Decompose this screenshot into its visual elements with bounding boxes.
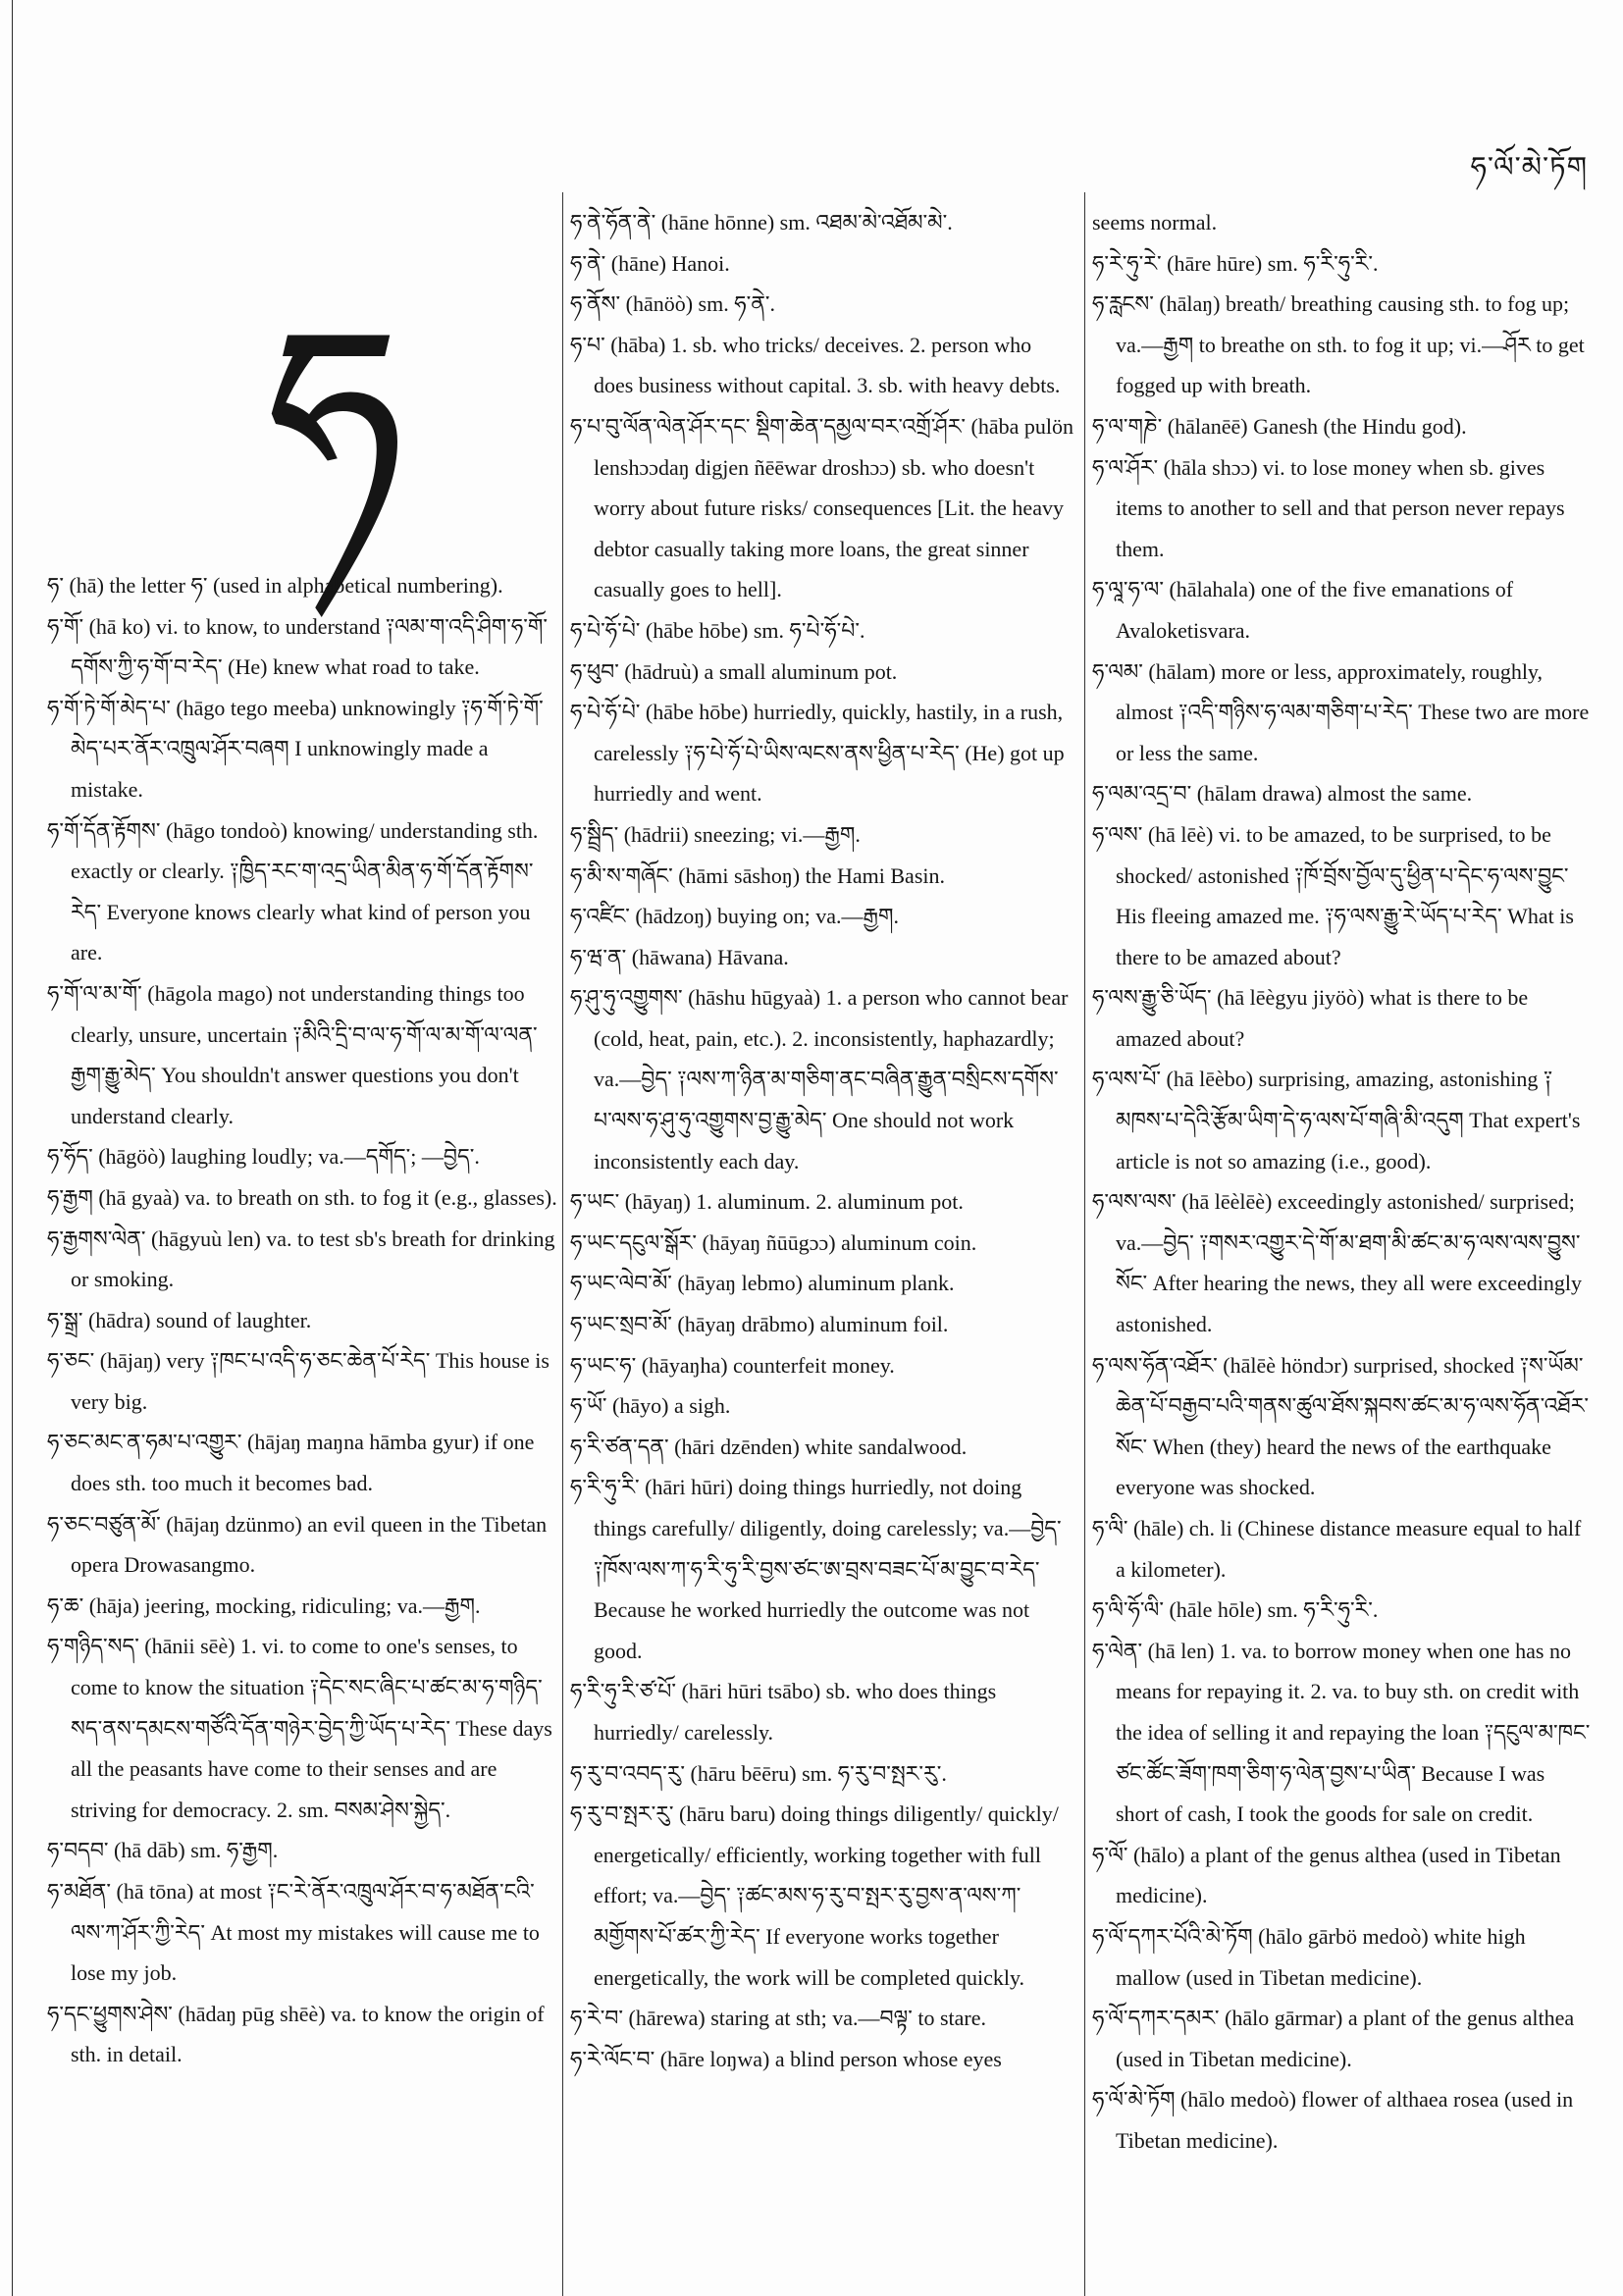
dictionary-entry: ཧ་ལས་ (hā lēè) vi. to be amazed, to be surprised, to be shocked/ astonished ༑ཁོ་བྲོས་བྱོལ་དུ་ཕྱིན་པ་དེང་ཧ་ལས་བྱུང་ His fleeing amazed me. ༑ཧ་ལས་རྒྱུ་རེ་ཡོད་པ་རེད་ What is there to be amazed about? xyxy=(1092,821,1574,969)
dictionary-entry: ཧ་ལས་རྒྱུ་ཅི་ཡོད་ (hā lēègyu jiyöò) what is there to be amazed about? xyxy=(1092,985,1529,1051)
dictionary-entry: ཧ་ཅང་ (hājaŋ) very ༑ཁང་པ་འདི་ཧ་ཅང་ཆེན་པོ་རེད་ This house is very big. xyxy=(47,1348,550,1414)
section-letter: ཧ xyxy=(267,274,405,559)
dictionary-entry: ཧ་པ་བུ་ལོན་ལེན་ཤོར་དང་ སྡིག་ཆེན་དམྱལ་བར་འགྲོ་ཤོར་ (hāba pulön lenshɔɔdaŋ digjen ñēēwar droshɔɔ) sb. who doesn't worry about future risks/ consequences [Lit. the heavy debtor casually taking more loans, the great sinner casually goes to hell]. xyxy=(570,413,1073,602)
dictionary-entry: ཧ་ཕུབ་ (hādruù) a small aluminum pot. xyxy=(570,658,898,684)
column-divider-1 xyxy=(562,192,563,2296)
dictionary-entry: ཧ་ཅང་བཙུན་མོ་ (hājaŋ dzünmo) an evil queen in the Tibetan opera Drowasangmo. xyxy=(47,1511,548,1578)
dictionary-entry: ཧ་ལོ་ (hālo) a plant of the genus althea (used in Tibetan medicine). xyxy=(1092,1842,1561,1908)
dictionary-entry: ཧ་རྒྱགས་ལེན་ (hāgyuù len) va. to test sb's breath for drinking or smoking. xyxy=(47,1226,555,1292)
dictionary-entry: ཧ་ (hā) the letter ཧ་ (used in alphabetical numbering). xyxy=(47,573,503,598)
dictionary-entry: ཧ་རི་ཧུ་རི་ (hāri hūri) doing things hurriedly, not doing things carefully/ diligently, doing carelessly; va.—བྱེད་ ༑ཁོས་ལས་ཀ་ཧ་རི་ཧུ་རི་བྱས་ཙང་ཨ་བྲས་བཟང་པོ་མ་བྱུང་བ་རེད་ Because he worked hurriedly the outcome was not good. xyxy=(570,1475,1062,1663)
dictionary-entry: ཧ་བདབ་ (hā dāb) sm. ཧ་རྒྱག. xyxy=(47,1838,279,1863)
dictionary-entry: ཧ་རི་ཧུ་རི་ཙ་པོ་ (hāri hūri tsābo) sb. who does things hurriedly/ carelessly. xyxy=(570,1679,997,1745)
dictionary-entry: ཧ་ལས་ལས་ (hā lēèlēè) exceedingly astonished/ surprised; va.—བྱེད་ ༑གསར་འགྱུར་དེ་གོ་མ་ཐག་མི་ཚང་མ་ཧ་ལས་ལས་བྱུས་སོང་ After hearing the news, they all were exceedingly astonished. xyxy=(1092,1189,1583,1337)
dictionary-entry: ཧ་ཡོ་ (hāyo) a sigh. xyxy=(570,1393,731,1419)
dictionary-entry: ཧ་པ་ (hāba) 1. sb. who tricks/ deceives. 2. person who does business without capital. 3. sb. with heavy debts. xyxy=(570,332,1061,398)
dictionary-entry: ཧ་ཡང་སྲབ་མོ་ (hāyaŋ drābmo) aluminum foil. xyxy=(570,1312,949,1337)
dictionary-entry: ཧ་འཛིང་ (hādzoŋ) buying on; va.—རྒྱག. xyxy=(570,904,899,929)
column-divider-2 xyxy=(1084,192,1085,2296)
dictionary-entry: ཧ་ཆ་ (hāja) jeering, mocking, ridiculing; va.—རྒྱག. xyxy=(47,1592,481,1618)
dictionary-entry: ཧ་གོ་ (hā ko) vi. to know, to understand ༑ལམ་ག་འདི་ཤིག་ཧ་གོ་དགོས་ཀྱི་ཧ་གོ་བ་རེད་ (He) knew what road to take. xyxy=(47,613,548,680)
dictionary-entry: ཧ་ལམ་ (hālam) more or less, approximately, roughly, almost ༑འདི་གཉིས་ཧ་ལམ་གཅིག་པ་རེད་ These two are more or less the same. xyxy=(1092,658,1590,765)
dictionary-entry: ཧ་ནོས་ (hānöò) sm. ཧ་ནེ་. xyxy=(570,291,775,317)
dictionary-entry: ཧ་ལོ་དཀར་དམར་ (hālo gārmar) a plant of the genus althea (used in Tibetan medicine). xyxy=(1092,2006,1575,2071)
dictionary-entry: ཧ་མི་ས་གཞོང་ (hāmi sāshoŋ) the Hami Basin. xyxy=(570,862,945,888)
dictionary-entry: ཧ་གོ་ཏེ་གོ་མེད་པ་ (hāgo tego meeba) unknowingly ༑ཧ་གོ་ཏེ་གོ་མེད་པར་ནོར་འཁྲུལ་ཤོར་བཞག I unknowingly made a mistake. xyxy=(47,695,544,802)
dictionary-entry: ཧ་ལོ་མེ་ཏོག (hālo medoò) flower of althaea rosea (used in Tibetan medicine). xyxy=(1092,2087,1574,2153)
dictionary-entry: ཧ་གཉིད་སད་ (hānii sēè) 1. vi. to come to one's senses, to come to know the situation ༑དེང་སང་ཞིང་པ་ཚང་མ་ཧ་གཉིད་སད་ནས་དམངས་གཙོའི་དོན་གཉེར་བྱེད་ཀྱི་ཡོད་པ་རེད་ These days all the peasants have come to their senses and are striving for democracy. 2. sm. བསམ་ཤེས་སྐྱེད་. xyxy=(47,1634,552,1822)
dictionary-entry: ཧ་རེ་ཧུ་རེ་ (hāre hūre) sm. ཧ་རི་ཧུ་རི་. xyxy=(1092,250,1379,276)
dictionary-entry: ཧ་ལི་ (hāle) ch. li (Chinese distance measure equal to half a kilometer). xyxy=(1092,1516,1582,1582)
entry-column-middle xyxy=(570,202,1075,2079)
dictionary-entry: ཧ་ཡང་ལེབ་མོ་ (hāyaŋ lebmo) aluminum plank. xyxy=(570,1271,955,1296)
dictionary-entry: ཧ་རླངས་ (hālaŋ) breath/ breathing causing sth. to fog up; va.—རྒྱག to breathe on sth. to fog it up; vi.—ཤོར to get fogged up with breath. xyxy=(1092,291,1585,398)
running-head: ཧ་ལོ་མེ་ཏོག xyxy=(1470,152,1588,183)
dictionary-entry: ཧ་རྒྱག (hā gyaà) va. to breath on sth. to fog it (e.g., glasses). xyxy=(47,1184,557,1210)
dictionary-entry: ཧ་ལས་ཧོན་འཐོར་ (hālēè höndɔr) surprised, shocked ༑ས་ཡོམ་ཆེན་པོ་བརྒྱབ་པའི་གནས་ཚུལ་ཐོས་སྐབས་ཚང་མ་ཧ་ལས་ཧོན་འཐོར་སོང་ When (they) heard the news of the earthquake everyone was shocked. xyxy=(1092,1352,1590,1500)
dictionary-entry: ཧ་རེ་བ་ (hārewa) staring at sth; va.—བལྟ་ to stare. xyxy=(570,2006,987,2031)
dictionary-entry: ཧ་པེ་ཧོ་པེ་ (hābe hōbe) hurriedly, quickly, hastily, in a rush, carelessly ༑ཧ་པེ་ཧོ་པེ་ཡིས་ལངས་ནས་ཕྱིན་པ་རེད་ (He) got up hurriedly and went. xyxy=(570,700,1065,807)
dictionary-entry: ཧ་ལས་པོ་ (hā lēèbo) surprising, amazing, astonishing ༑མཁས་པ་དེའི་རྩོམ་ཡིག་དེ་ཧ་ལས་པོ་གཞི་མི་འདུག That expert's article is not so amazing (i.e., good). xyxy=(1092,1067,1581,1174)
entry-column-right xyxy=(1092,202,1593,2162)
dictionary-entry: ཧ་ཤུ་ཧུ་འགྱུགས་ (hāshu hūgyaà) 1. a person who cannot bear (cold, heat, pain, etc.). 2. inconsistently, haphazardly; va.—བྱེད་ ༑ལས་ཀ་ཉིན་མ་གཅིག་ནང་བཞིན་རྒྱུན་བསྲིངས་དགོས་པ་ལས་ཧ་ཤུ་ཧུ་འགྱུགས་བྱ་རྒྱུ་མེད་ One should not work inconsistently each day. xyxy=(570,985,1069,1174)
dictionary-entry: ཧ་ཡང་ (hāyaŋ) 1. aluminum. 2. aluminum pot. xyxy=(570,1189,964,1215)
dictionary-entry: ཧ་ཡང་དངུལ་སྒོར་ (hāyaŋ ñūūgɔɔ) aluminum coin. xyxy=(570,1229,977,1255)
dictionary-entry: ཧ་ལི་ཧོ་ལི་ (hāle hōle) sm. ཧ་རི་ཧུ་རི་. xyxy=(1092,1597,1379,1623)
dictionary-entry: ཧ་ལེན་ (hā len) 1. va. to borrow money when one has no means for repaying it. 2. va. to buy sth. on credit with the idea of selling it and repaying the loan ༑དངུལ་མ་ཁང་ཙང་ཚོང་ཟོག་ཁག་ཅིག་ཧ་ལེན་བྱས་པ་ཡིན་ Because I was short of cash, I took the goods for sale on credit. xyxy=(1092,1638,1591,1827)
dictionary-entry: ཧ་མཐོན་ (hā tōna) at most ༑ང་རེ་ནོར་འཁྲུལ་ཤོར་བ་ཧ་མཐོན་ངའི་ལས་ཀ་ཤོར་ཀྱི་རེད་ At most my mistakes will cause me to lose my job. xyxy=(47,1879,540,1986)
dictionary-entry: ཧ་ཝ་ན་ (hāwana) Hāvana. xyxy=(570,944,789,969)
dictionary-entry: ཧ་ལོ་དཀར་པོའི་མེ་ཏོག (hālo gārbö medoò) white high mallow (used in Tibetan medicine). xyxy=(1092,1923,1526,1990)
dictionary-entry: ཧ་གོ་དོན་རྟོགས་ (hāgo tondoò) knowing/ understanding sth. exactly or clearly. ༑ཁྱིད་རང་ག་འདྲ་ཡིན་མིན་ཧ་གོ་དོན་རྟོགས་རེད་ Everyone knows clearly what kind of person you are. xyxy=(47,817,539,965)
dictionary-entry: ཧ་ལམ་འདྲ་བ་ (hālam drawa) almost the same. xyxy=(1092,781,1473,807)
left-margin-rule xyxy=(12,0,13,2296)
dictionary-entry: ཧ་གོ་ལ་མ་གོ་ (hāgola mago) not understanding things too clearly, unsure, uncertain ༑མིའི་དྲི་བ་ལ་ཧ་གོ་ལ་མ་གོ་ལ་ལན་རྒྱག་རྒྱུ་མེད་ You shouldn't answer questions you don't understand clearly. xyxy=(47,980,538,1128)
dictionary-entry: ཧ་པེ་ཧོ་པེ་ (hābe hōbe) sm. ཧ་པེ་ཧོ་པེ་. xyxy=(570,617,865,643)
dictionary-entry: ཧ་ཡང་ཧ་ (hāyaŋha) counterfeit money. xyxy=(570,1352,895,1378)
dictionary-entry: ཧ་ལཱ་ཧ་ལ་ (hālahala) one of the five emanations of Avaloketisvara. xyxy=(1092,577,1514,643)
dictionary-entry: ཧ་རུ་བ་སྤར་རུ་ (hāru baru) doing things diligently/ quickly/ energetically/ efficiently, working together with full effort; va.—བྱེད་ ༑ཚང་མས་ཧ་རུ་བ་སྤར་རུ་བྱས་ན་ལས་ཀ་མགྱོགས་པོ་ཚར་ཀྱི་རེད་ If everyone works together energetically, the work will be completed quickly. xyxy=(570,1801,1059,1990)
entry-column-left xyxy=(47,565,557,2075)
dictionary-entry: ཧ་སྦྲིད་ (hādrii) sneezing; vi.—རྒྱག. xyxy=(570,821,861,847)
dictionary-entry: ཧ་ནེ་ཧོན་ནེ་ (hāne hōnne) sm. འཐམ་མེ་འཐོམ་མེ་. xyxy=(570,210,953,235)
dictionary-entry: ཧ་ཧོད་ (hāgöò) laughing loudly; va.—དགོད་; —བྱེད་. xyxy=(47,1144,480,1170)
dictionary-entry: ཧ་ནེ་ (hāne) Hanoi. xyxy=(570,250,730,276)
dictionary-entry: ཧ་དང་ཕྱུགས་ཤེས་ (hādaŋ pūg shēè) va. to know the origin of sth. in detail. xyxy=(47,2001,545,2067)
dictionary-entry: seems normal. xyxy=(1092,210,1218,235)
dictionary-entry: ཧ་ཅང་མང་ན་ཧམ་པ་འགྱུར་ (hājaŋ maŋna hāmba gyur) if one does sth. too much it becomes bad. xyxy=(47,1430,535,1496)
dictionary-entry: ཧ་རི་ཙན་དན་ (hāri dzēnden) white sandalwood. xyxy=(570,1434,968,1459)
dictionary-entry: ཧ་ལ་ཤོར་ (hāla shɔɔ) vi. to lose money when sb. gives items to another to sell and that person never repays them. xyxy=(1092,454,1565,561)
dictionary-entry: ཧ་ལ་གཎེ་ (hālanēē) Ganesh (the Hindu god). xyxy=(1092,413,1467,439)
dictionary-entry: ཧ་རུ་བ་འབད་རུ་ (hāru bēēru) sm. ཧ་རུ་བ་སྤར་རུ་. xyxy=(570,1760,947,1786)
dictionary-entry: ཧ་སྒྲ་ (hādra) sound of laughter. xyxy=(47,1307,312,1332)
dictionary-entry: ཧ་རེ་ལོང་བ་ (hāre loŋwa) a blind person whose eyes xyxy=(570,2046,1002,2071)
